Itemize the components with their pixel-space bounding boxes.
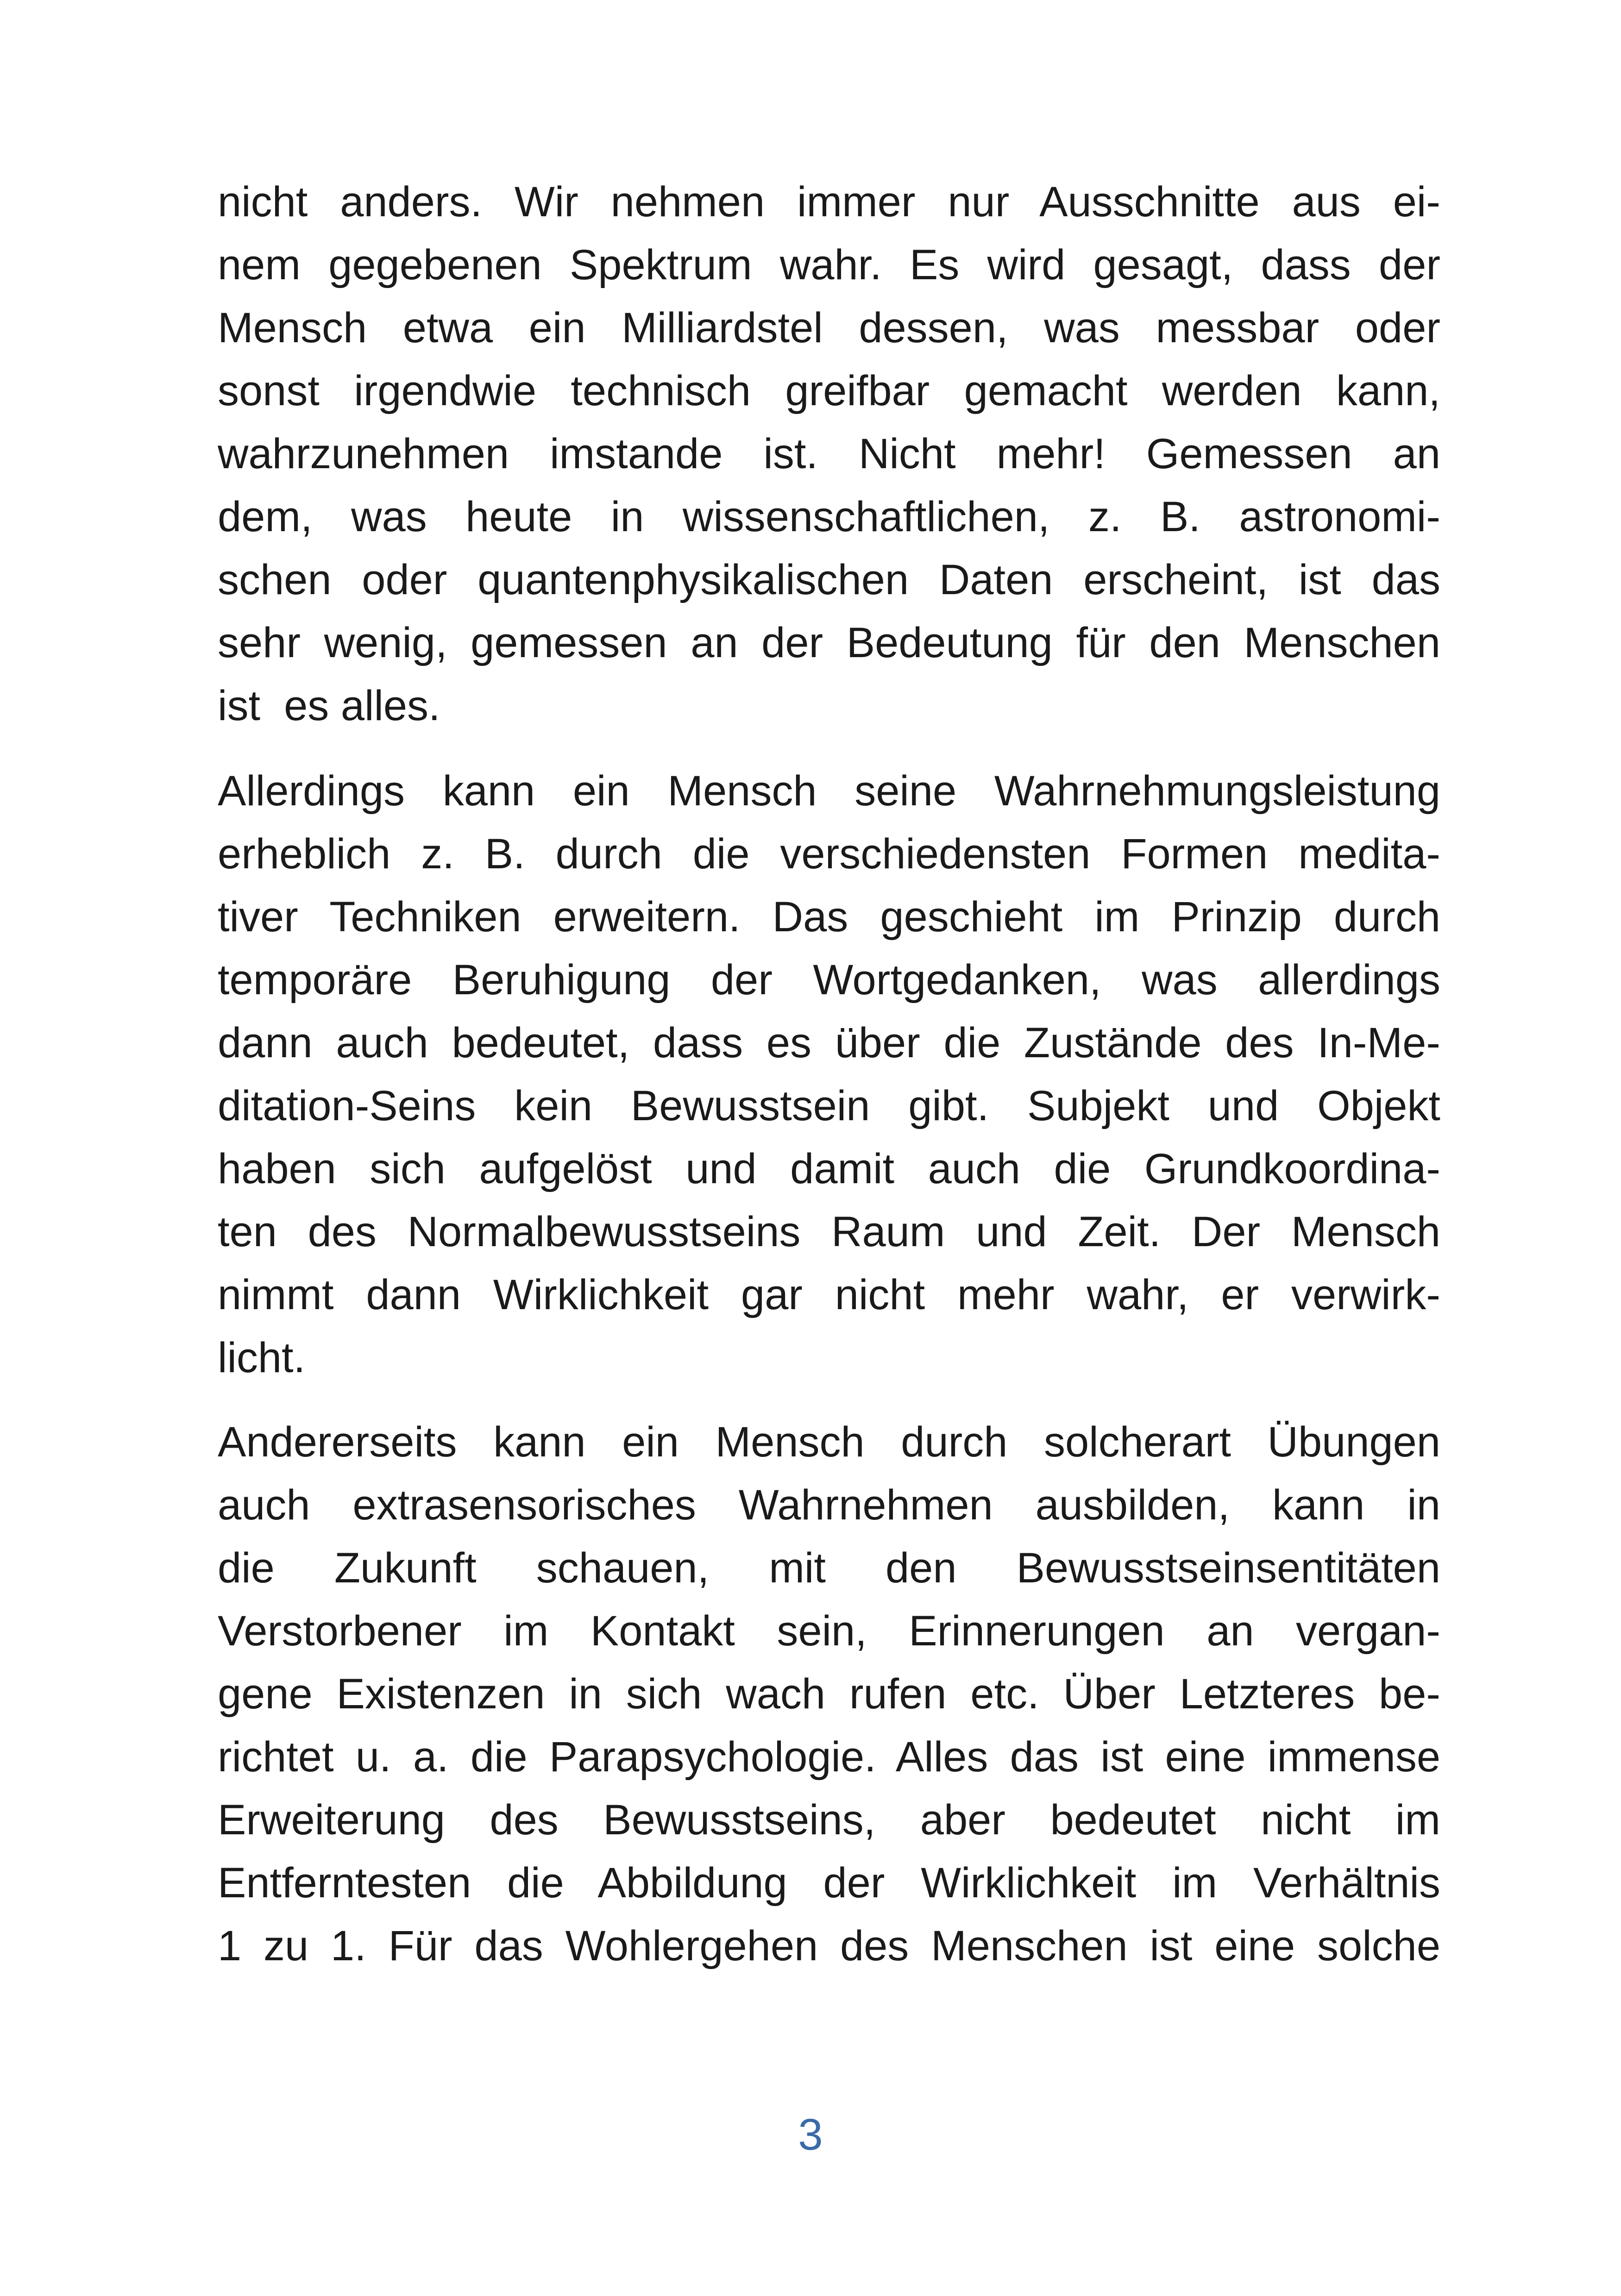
paragraph-line: sehr wenig, gemessen an der Bedeutung für den Menschen [218, 619, 1440, 666]
paragraph-line: auch extrasensorisches Wahrnehmen ausbilden, kann in [218, 1481, 1440, 1529]
page-number: 3 [798, 2110, 823, 2159]
paragraph-line: nem gegebenen Spektrum wahr. Es wird gesagt, dass der [218, 241, 1440, 289]
paragraph-line: richtet u. a. die Parapsychologie. Alles das ist eine immense [218, 1733, 1440, 1781]
paragraph-line: nimmt dann Wirklichkeit gar nicht mehr wahr, er verwirk- [218, 1271, 1440, 1318]
paragraph-line: sonst irgendwie technisch greifbar gemacht werden kann, [218, 367, 1440, 414]
paragraph-line: ditation-Seins kein Bewusstsein gibt. Subjekt und Objekt [218, 1082, 1440, 1129]
paragraph-line: tiver Techniken erweitern. Das geschieht im Prinzip durch [218, 893, 1440, 941]
paragraph-3 [218, 1411, 1440, 1977]
paragraph-line: die Zukunft schauen, mit den Bewusstseinsentitäten [218, 1544, 1440, 1592]
paragraph-line: erheblich z. B. durch die verschiedensten Formen medita- [218, 830, 1440, 878]
paragraph-line: gene Existenzen in sich wach rufen etc. Über Letzteres be- [218, 1670, 1440, 1718]
paragraph-line: licht. [218, 1334, 306, 1381]
paragraph-line: nicht anders. Wir nehmen immer nur Ausschnitte aus ei- [218, 178, 1440, 226]
paragraph-line: Allerdings kann ein Mensch seine Wahrnehmungsleistung [218, 767, 1440, 815]
paragraph-line: dann auch bedeutet, dass es über die Zustände des In-Me- [218, 1019, 1440, 1066]
paragraph-line: Mensch etwa ein Milliardstel dessen, was messbar oder [218, 304, 1440, 351]
paragraph-line: ten des Normalbewusstseins Raum und Zeit. Der Mensch [218, 1208, 1440, 1255]
paragraph-line: Entferntesten die Abbildung der Wirklichkeit im Verhältnis [218, 1859, 1440, 1907]
paragraph-line: Andererseits kann ein Mensch durch solcherart Übungen [218, 1418, 1440, 1466]
paragraph-line: 1 zu 1. Für das Wohlergehen des Menschen ist eine solche [218, 1922, 1440, 1970]
paragraph-1 [218, 170, 1440, 737]
paragraph-line: ist es alles. [218, 682, 440, 729]
paragraph-line: schen oder quantenphysikalischen Daten erscheint, ist das [218, 556, 1440, 603]
paragraph-line: Erweiterung des Bewusstseins, aber bedeutet nicht im [218, 1796, 1440, 1844]
paragraph-2 [218, 759, 1440, 1389]
paragraph-line: haben sich aufgelöst und damit auch die Grundkoordina- [218, 1145, 1440, 1192]
paragraph-line: Verstorbener im Kontakt sein, Erinnerungen an vergan- [218, 1607, 1440, 1655]
paragraph-line: temporäre Beruhigung der Wortgedanken, was allerdings [218, 956, 1440, 1004]
paragraph-line: dem, was heute in wissenschaftlichen, z. B. astronomi- [218, 493, 1440, 540]
paragraph-line: wahrzunehmen imstande ist. Nicht mehr! Gemessen an [218, 430, 1440, 477]
